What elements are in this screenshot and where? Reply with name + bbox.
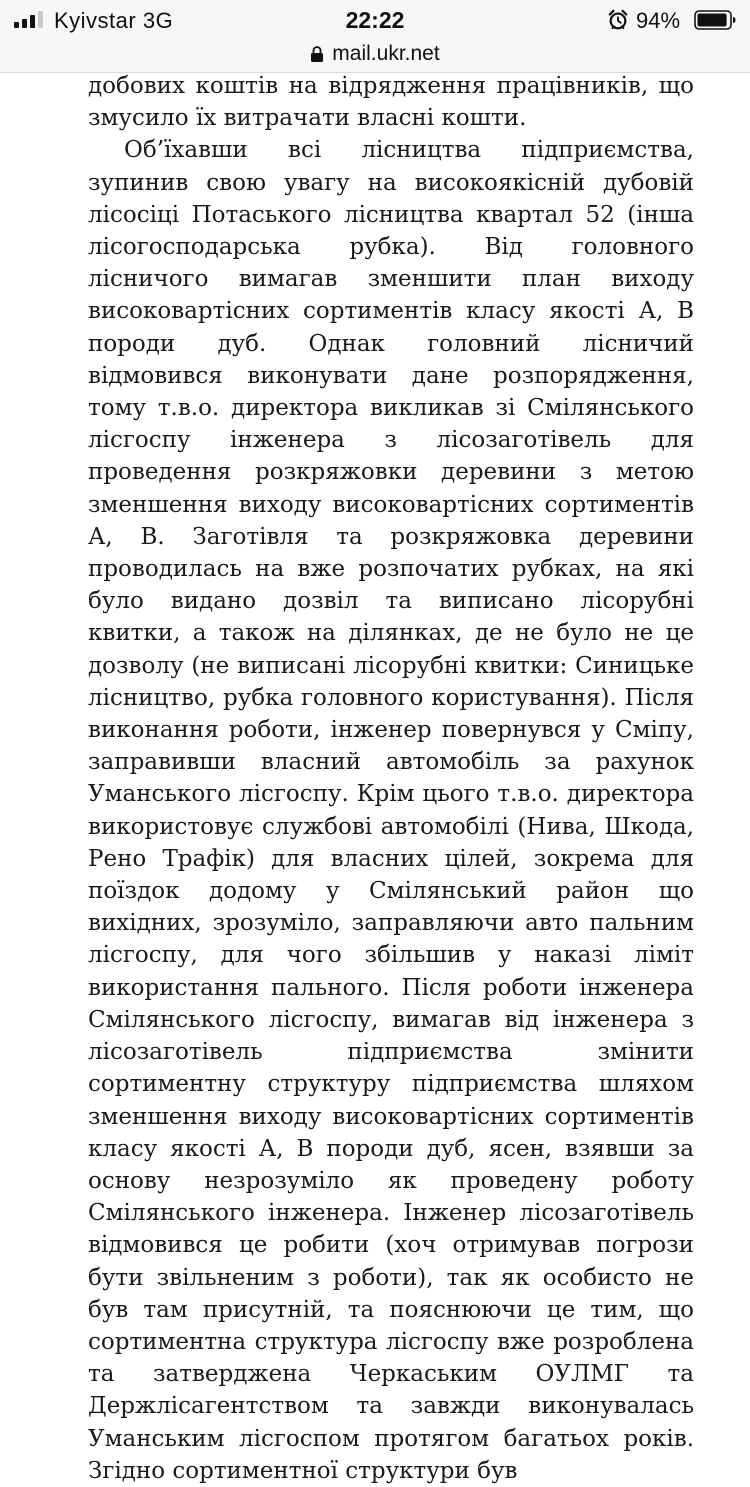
paragraph-continued: добових коштів на відрядження працівників, що змусило їх витрачати власні кошти. bbox=[88, 73, 694, 132]
lock-icon bbox=[310, 45, 324, 63]
status-time: 22:22 bbox=[345, 7, 405, 33]
email-document-body bbox=[88, 70, 694, 1487]
browser-url-bar[interactable] bbox=[0, 40, 750, 73]
alarm-icon bbox=[607, 9, 629, 31]
carrier-name: Kyivstar 3G bbox=[54, 8, 174, 33]
battery-icon bbox=[694, 10, 736, 30]
paragraph-main: Об’їхавши всі лісництва підприємства, зупинив свою увагу на високоякісній дубовій лісосіці Потаського лісництва квартал 52 (інша лісогосподарська рубка). Від головного лісничого вимагав зменшити план виходу високовартісних сортиментів класу якості А, В породи дуб. Однак головний лісничий відмовився виконувати дане розпорядження, тому т.в.о. директора викликав зі Смілянського лісгоспу інженера з лісозаготівель для проведення розкряжовки деревини з метою зменшення виходу високовартісних сортиментів А, В. Заготівля та розкряжовка деревини проводилась на вже розпочатих рубках, на які було видано дозвіл та виписано лісорубні квитки, а також на ділянках, де не було не це дозволу (не виписані лісорубні квитки: Синицьке лісництво, рубка головного користування). Після виконання роботи, інженер повернувся у Сміпу, заправивши власний автомобіль за рахунок Уманського лісгоспу. Крім цього т.в.о. директора використовує службові автомобілі (Нива, Шкода, Рено Трафік) для власних цілей, зокрема для поїздок додому у Смілянський район що вихідних, зрозуміло, заправляючи авто пальним лісгоспу, для чого збільшив у наказі ліміт використання пального. Після роботи інженера Смілянського лісгоспу, вимагав від інженера з лісозаготівель підприємства змінити сортиментну структуру підприємства шляхом зменшення виходу високовартісних сортиментів класу якості А, В породи дуб, ясен, взявши за основу незрозуміло як проведену роботу Смілянського інженера. Інженер лісозаготівель відмовився це робити (хоч отримував погрози бути звільненим з роботи), так як особисто не був там присутній, та пояснюючи це тим, що сортиментна структура лісгоспу вже розроблена та затверджена Черкаським ОУЛМГ та Держлісагентством та завжди виконувалась Уманським лісгоспом протягом багатьох років. Згідно сортиментної структури був bbox=[88, 137, 694, 1484]
battery-percent: 94% bbox=[636, 8, 681, 33]
url-text[interactable]: mail.ukr.net bbox=[332, 42, 440, 65]
status-bar bbox=[0, 0, 750, 40]
